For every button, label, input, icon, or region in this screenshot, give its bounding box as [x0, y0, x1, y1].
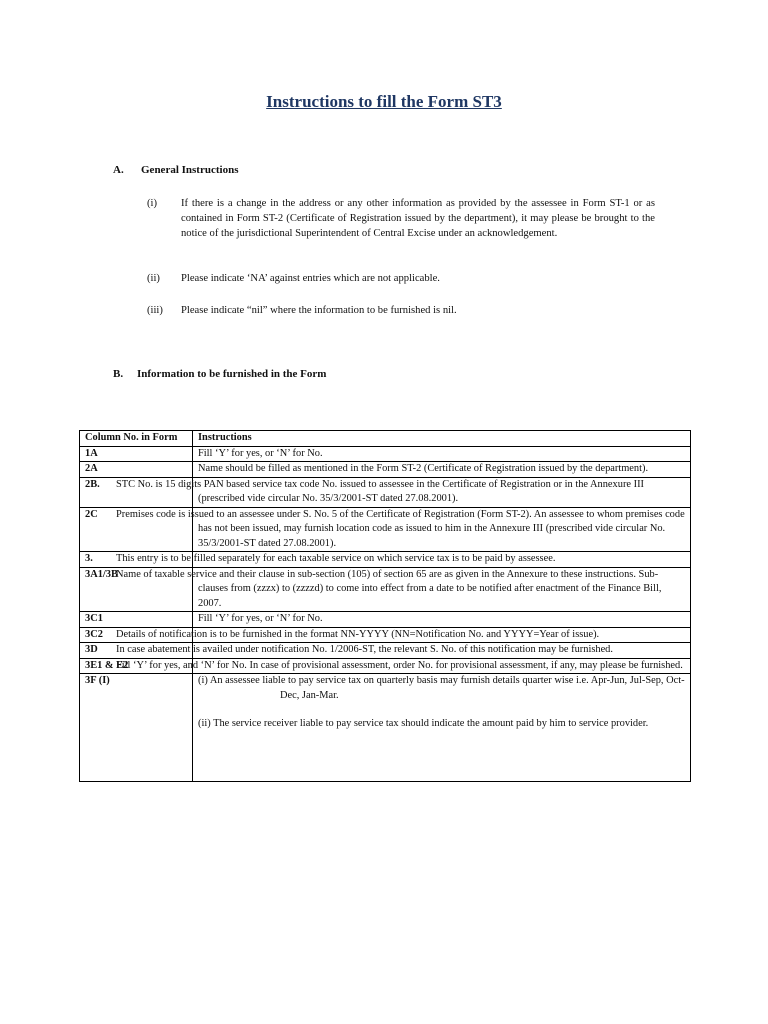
instruction-cell: Fill ‘Y’ for yes, or ‘N’ for No. [193, 446, 691, 462]
column-number-cell: 1A [80, 446, 193, 462]
column-number-cell: 2A [80, 462, 193, 478]
column-number-cell: 2C [80, 507, 193, 552]
paragraph-spacer [198, 703, 685, 717]
table-row [80, 552, 691, 568]
instruction-text: If there is a change in the address or any other information as provided by the assessee in Form ST-1 or as contained in Form ST-2 (Certificate of Registration issued by the department), it may please be brought to the notice of the jurisdictional Superintendent of Central Excise under an acknowledgement. [181, 198, 655, 239]
instruction-paragraph: (ii) The service receiver liable to pay service tax should indicate the amount paid by him to service provider. [198, 718, 649, 729]
section-b-heading [113, 368, 326, 380]
column-header-instructions: Instructions [193, 431, 691, 447]
section-b-letter: B. [113, 368, 124, 380]
instruction-text: Please indicate ‘NA’ against entries which are not applicable. [181, 273, 440, 284]
table-row [80, 507, 691, 552]
instruction-number: (ii) [147, 273, 160, 284]
instruction-cell: Premises code is issued to an assessee under S. No. 5 of the Certificate of Registration (Form ST-2). An assessee to whom premises code has not been issued, may furnish location code as issued to him in the Annexure III (prescribed vide circular No. 35/3/2001-ST dated 27.08.2001). [193, 507, 691, 552]
column-number-cell: 3C2 [80, 627, 193, 643]
section-b-title: Information to be furnished in the Form [137, 368, 327, 380]
column-number-cell: 3A1/3B [80, 567, 193, 612]
instruction-cell: Name should be filled as mentioned in the Form ST-2 (Certificate of Registration issued by the department). [193, 462, 691, 478]
section-a-heading [113, 164, 238, 176]
page-title: Instructions to fill the Form ST3 [266, 92, 502, 111]
instruction-cell [193, 674, 691, 782]
column-number-cell: 2B. [80, 477, 193, 507]
instruction-number: (i) [147, 198, 157, 209]
table-row [80, 477, 691, 507]
table-row [80, 627, 691, 643]
table-row [80, 462, 691, 478]
instruction-cell: This entry is to be filled separately for each taxable service on which service tax is to be paid by assessee. [193, 552, 691, 568]
column-header-column-no: Column No. in Form [80, 431, 193, 447]
instruction-cell: In case abatement is availed under notification No. 1/2006-ST, the relevant S. No. of this notification may be furnished. [193, 643, 691, 659]
column-number-cell: 3. [80, 552, 193, 568]
instruction-number: (iii) [147, 305, 163, 316]
column-number-cell: 3E1 & E2 [80, 658, 193, 674]
instruction-cell: Name of taxable service and their clause in sub-section (105) of section 65 are as given in the Annexure to these instructions. Sub-clauses from (zzzx) to (zzzzd) to come into effect from a date to be notified after enactment of the Finance Bill, 2007. [193, 567, 691, 612]
column-number-cell: 3C1 [80, 612, 193, 628]
column-number-cell: 3D [80, 643, 193, 659]
instruction-cell: Details of notification is to be furnished in the format NN-YYYY (NN=Notification No. and YYYY=Year of issue). [193, 627, 691, 643]
table-row [80, 446, 691, 462]
section-a-title: General Instructions [141, 164, 239, 176]
table-row [80, 674, 691, 782]
table-row [80, 643, 691, 659]
instruction-cell: Fill ‘Y’ for yes, and ‘N’ for No. In case of provisional assessment, order No. for provisional assessment, if any, may please be furnished. [193, 658, 691, 674]
column-number-cell: 3F (I) [80, 674, 193, 782]
instruction-text: Please indicate “nil” where the information to be furnished is nil. [181, 305, 457, 316]
table-header-row [80, 431, 691, 447]
table-row [80, 658, 691, 674]
instruction-paragraph: (i) An assessee liable to pay service tax on quarterly basis may furnish details quarter wise i.e. Apr-Jun, Jul-Sep, Oct-Dec, Jan-Mar. [198, 675, 685, 701]
instruction-cell: STC No. is 15 digits PAN based service tax code No. issued to assessee in the Certificate of Registration or in the Annexure III (prescribed vide circular No. 35/3/2001-ST dated 27.08.2001). [193, 477, 691, 507]
section-a-letter: A. [113, 164, 124, 176]
table-row [80, 612, 691, 628]
table-row [80, 567, 691, 612]
instructions-table [79, 430, 691, 782]
instruction-cell: Fill ‘Y’ for yes, or ‘N’ for No. [193, 612, 691, 628]
